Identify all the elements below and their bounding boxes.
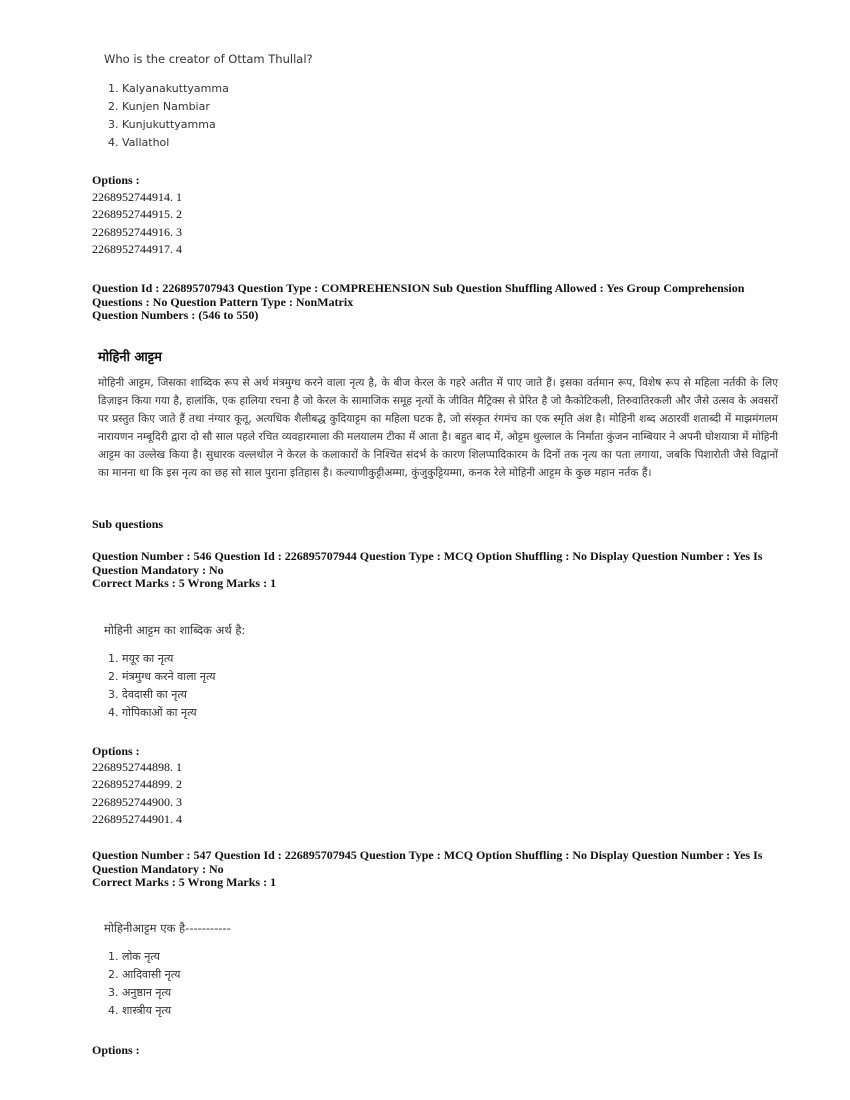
option-item: 2. मंत्रमुग्ध करने वाला नृत्य [108, 670, 216, 683]
option-list [108, 80, 229, 152]
option-item: 4. Vallathol [108, 136, 170, 149]
options-label: Options : [92, 1043, 140, 1057]
passage-text: मोहिनी आट्टम, जिसका शाब्दिक रूप से अर्थ मंत्रमुग्ध करने वाला नृत्य है, के बीज केरल के गहरे अतीत में पाए जाते हैं। इसका वर्तमान रूप, विशेष रूप से महिला नर्तकी के लिए डिज़ाइन किया गया है, हालांकि, एक हालिया रचना है जो केरल के सामाजिक समूह नृत्यों के जीवित मैट्रिक्स से प्रेरित है जो कैकोटिकली, तिरुवातिरकली और जैसे उत्सव के अवसरों पर प्रस्तुत किए जाते हैं तथा नंग्यार कूतू, अत्यधिक शैलीबद्ध कुदियाट्टम का महिला घटक है, जो संस्कृत रंगमंच का एक स्मृति अंश है। मोहिनी शब्द अठारवीं शताब्दी में माझमंगलम नारायणन नम्बूदिरी द्वारा दो सौ साल पहले रचित व्यवहारमाला की मलयालम टीका में आता है। बहुत बाद में, ओट्टम थुल्लाल के निर्माता कुंजन नाम्बियार ने अपनी घोशयात्रा में मोहिनी आट्टम का उल्लेख किया है। सुधारक वल्लथोल ने केरल के कलाकारों के निश्चित संदर्भ के कारण शिलप्पादिकारम के दिनों तक नृत्य का पता लगाया, जबकि पिशारोती जैसे विद्वानों का मानना था कि इस नृत्य का छह सो साल पुराना इतिहास है। कल्याणीकुट्टीअम्मा, कुंजुकुट्टियम्मा, कनक रेले मोहिनी आट्टम के कुछ महान नर्तक हैं। [98, 377, 778, 479]
option-id: 2268952744898. 1 [92, 760, 182, 774]
option-id: 2268952744914. 1 [92, 190, 182, 204]
meta-line: Questions : No Question Pattern Type : NonMatrix [92, 294, 354, 309]
question-meta [92, 550, 772, 591]
option-list [108, 948, 180, 1020]
meta-line: Correct Marks : 5 Wrong Marks : 1 [92, 875, 277, 889]
option-id: 2268952744901. 4 [92, 811, 182, 826]
option-item: 2. आदिवासी नृत्य [108, 968, 181, 981]
comprehension-meta [92, 282, 772, 323]
meta-line: Question Mandatory : No [92, 562, 224, 577]
options-label: Options : [92, 744, 140, 758]
question-text: मोहिनी आट्टम का शाब्दिक अर्थ है: [104, 623, 246, 637]
question-text: Who is the creator of Ottam Thullal? [104, 52, 313, 66]
option-item: 1. लोक नृत्य [108, 950, 160, 963]
option-item: 4. शास्त्रीय नृत्य [108, 1004, 172, 1017]
meta-line: Question Id : 226895707943 Question Type : COMPREHENSION Sub Question Shuffling Allowed : Yes Group Comprehension [92, 281, 745, 295]
option-id: 2268952744915. 2 [92, 207, 182, 222]
meta-line: Question Mandatory : No [92, 861, 224, 876]
option-id: 2268952744900. 3 [92, 794, 182, 809]
option-item: 2. Kunjen Nambiar [108, 100, 210, 113]
question-meta [92, 849, 772, 890]
option-item: 1. मयूर का नृत्य [108, 652, 174, 665]
meta-line: Question Numbers : (546 to 550) [92, 308, 259, 322]
options-label: Options : [92, 173, 140, 187]
option-id: 2268952744899. 2 [92, 777, 182, 792]
option-item: 4. गोपिकाओं का नृत्य [108, 706, 197, 719]
passage-title: मोहिनी आट्टम [98, 350, 162, 365]
option-item: 1. Kalyanakuttyamma [108, 82, 229, 95]
option-id: 2268952744917. 4 [92, 241, 182, 256]
option-id: 2268952744916. 3 [92, 224, 182, 239]
option-list [108, 650, 216, 722]
option-item: 3. Kunjukuttyamma [108, 118, 216, 131]
meta-line: Correct Marks : 5 Wrong Marks : 1 [92, 576, 277, 590]
question-text: मोहिनीआट्टम एक है----------- [104, 921, 231, 935]
option-id-list [92, 759, 182, 828]
option-item: 3. देवदासी का नृत्य [108, 688, 187, 701]
option-id-list [92, 189, 182, 258]
sub-questions-label: Sub questions [92, 517, 164, 531]
meta-line: Question Number : 546 Question Id : 226895707944 Question Type : MCQ Option Shuffling : No Display Question Number : Yes Is [92, 549, 763, 563]
meta-line: Question Number : 547 Question Id : 226895707945 Question Type : MCQ Option Shuffling : No Display Question Number : Yes Is [92, 848, 763, 862]
option-item: 3. अनुष्ठान नृत्य [108, 986, 172, 999]
